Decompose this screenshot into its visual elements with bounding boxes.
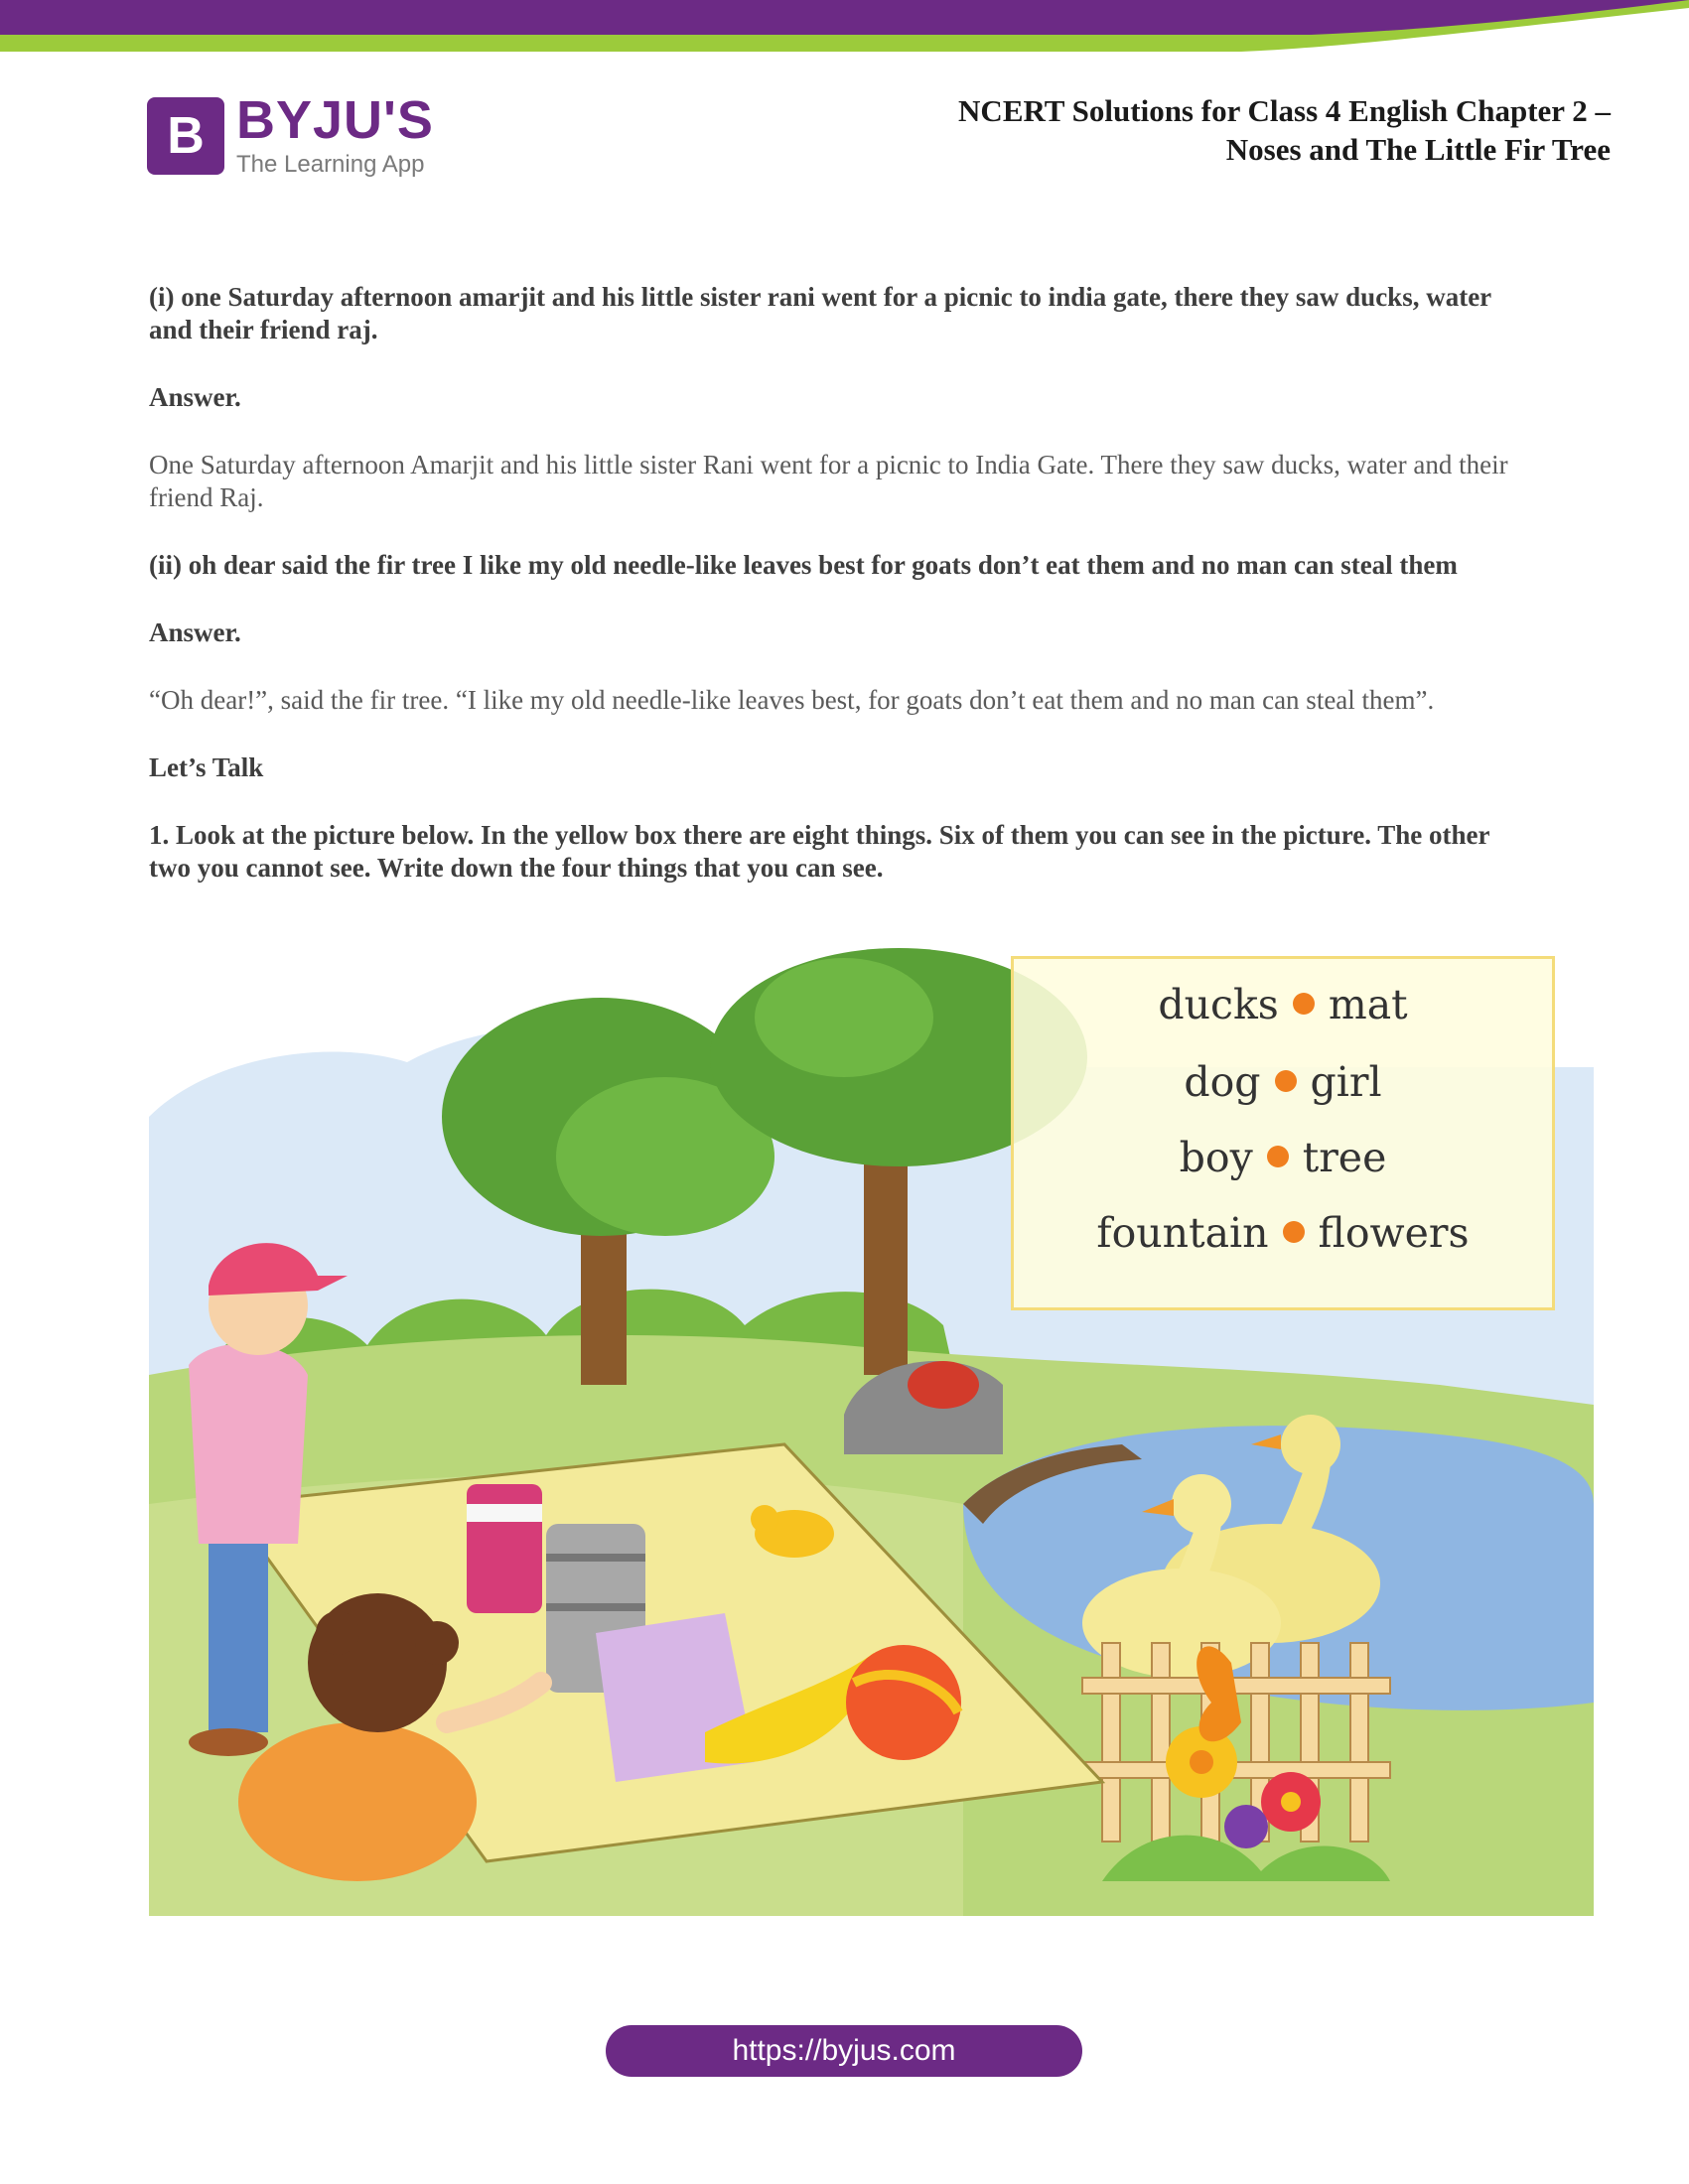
boy-legs [209,1534,268,1732]
question-3: 1. Look at the picture below. In the yellow box there are eight things. Six of them you can see in the picture. The other two you cannot see. Write down the four things that you can see. [149,820,1489,883]
answer-1: One Saturday afternoon Amarjit and his little sister Rani went for a picnic to India Gate. There they saw ducks, water and their friend Raj. [149,450,1508,512]
answer-label-1: Answer. [149,382,241,412]
girl-dress [238,1722,477,1881]
page-title-line-2: Noses and The Little Fir Tree [1225,132,1611,167]
top-banner [0,0,1689,60]
bullet-icon [1293,993,1315,1015]
page-title [958,91,1611,169]
answer-label-2: Answer. [149,617,241,647]
yellow-word-box [1011,956,1555,1310]
word-row-2: dog girl [1184,1058,1382,1106]
byjus-logo [147,90,445,185]
word-row-1: ducks mat [1158,981,1408,1028]
logo-name: BYJU'S [236,90,434,150]
boy-shirt [189,1344,308,1544]
flower-purple [1224,1805,1268,1848]
answer-2: “Oh dear!”, said the fir tree. “I like my old needle-like leaves best, for goats don’t eat them and no man can steal them”. [149,685,1435,715]
section-heading: Let’s Talk [149,752,264,782]
logo-mark-icon: B [147,97,224,175]
ball [846,1645,961,1760]
word-row-4: fountain flowers [1096,1209,1470,1257]
question-1: (i) one Saturday afternoon amarjit and his little sister rani went for a picnic to india gate, there they saw ducks, water and their friend raj. [149,282,1491,344]
bullet-icon [1283,1221,1305,1243]
page-title-line-1: NCERT Solutions for Class 4 English Chapter 2 – [958,93,1611,128]
logo-tagline: The Learning App [236,151,425,178]
word-row-3: boy tree [1179,1134,1387,1181]
flask [467,1484,542,1613]
bullet-icon [1267,1146,1289,1167]
footer-url-link[interactable]: https://byjus.com [606,2025,1082,2077]
question-2: (ii) oh dear said the fir tree I like my old needle-like leaves best for goats don’t eat them and no man can steal them [149,550,1458,580]
bullet-icon [1275,1070,1297,1092]
main-content [149,281,1529,885]
